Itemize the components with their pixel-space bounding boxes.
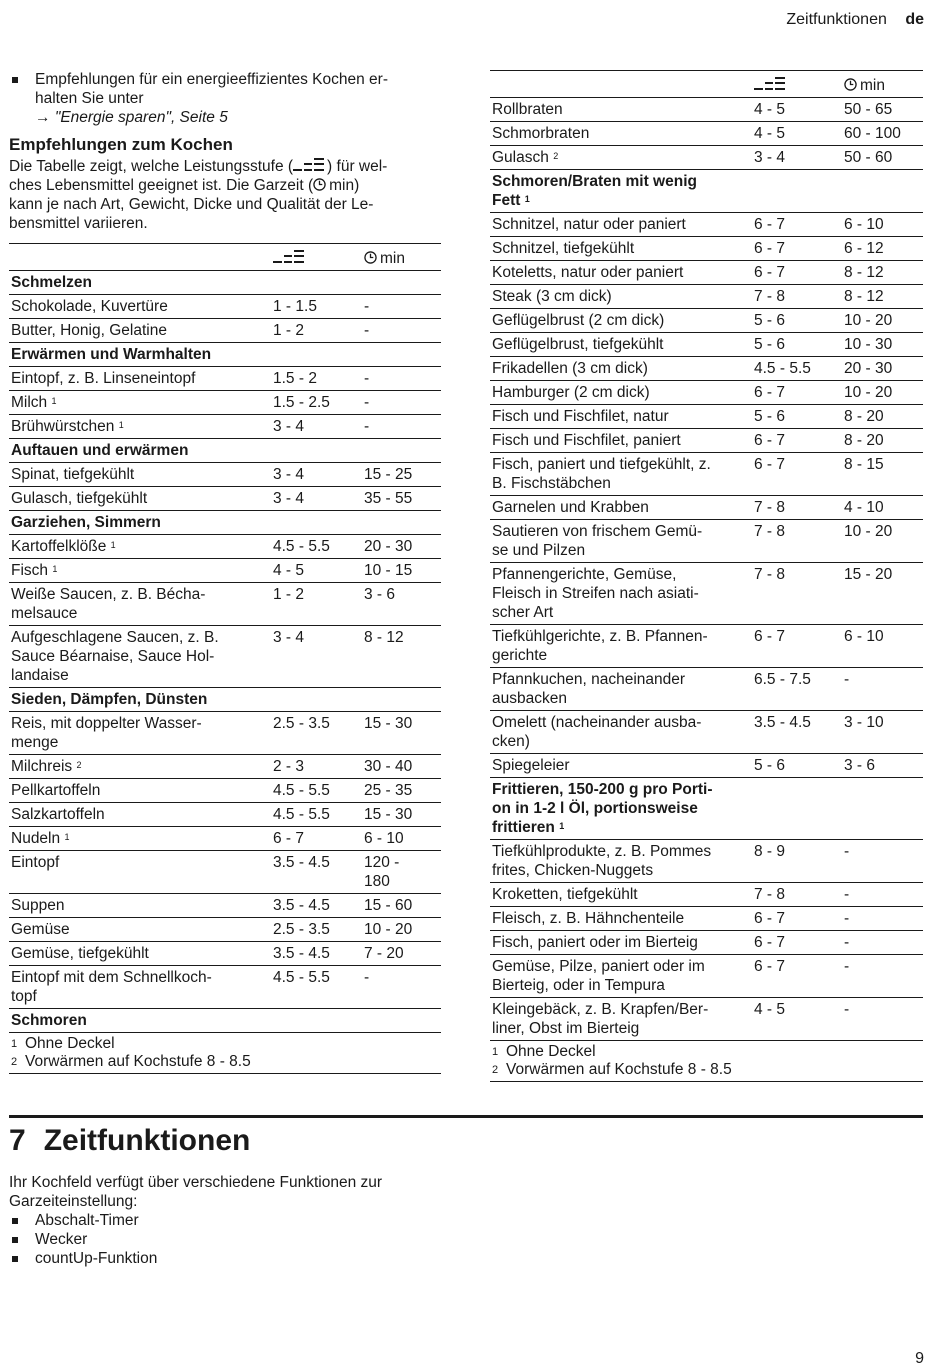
cooking-time: 3 - 6 bbox=[362, 583, 441, 626]
page-header bbox=[786, 11, 924, 29]
para-text: min) bbox=[329, 177, 360, 194]
power-level: 3.5 - 4.5 bbox=[271, 851, 362, 894]
footnote-ref: 1 bbox=[118, 420, 124, 430]
table-row bbox=[490, 381, 923, 405]
table-row bbox=[9, 391, 441, 415]
cooking-time: 35 - 55 bbox=[362, 487, 441, 511]
table-group-row bbox=[9, 511, 441, 535]
footnote-ref: 2 bbox=[76, 760, 82, 770]
power-level: 6 - 7 bbox=[752, 625, 842, 668]
cooking-time: 10 - 20 bbox=[362, 918, 441, 942]
clock-icon bbox=[844, 78, 857, 91]
table-row bbox=[9, 942, 441, 966]
power-level: 3 - 4 bbox=[271, 415, 362, 439]
cooking-time: 15 - 30 bbox=[362, 712, 441, 755]
table-row bbox=[9, 712, 441, 755]
power-level: 7 - 8 bbox=[752, 520, 842, 563]
cooking-time: - bbox=[842, 668, 923, 711]
footnote: 1 Ohne Deckel bbox=[492, 1043, 596, 1060]
power-level: 3.5 - 4.5 bbox=[752, 711, 842, 754]
table-row bbox=[490, 931, 923, 955]
cooking-time: 3 - 6 bbox=[842, 754, 923, 778]
power-level: 4.5 - 5.5 bbox=[271, 535, 362, 559]
food-name: Butter, Honig, Gelatine bbox=[9, 319, 271, 343]
power-level-icon bbox=[273, 250, 307, 264]
cooking-time: 15 - 30 bbox=[362, 803, 441, 827]
table-row bbox=[490, 496, 923, 520]
food-name: Rollbraten bbox=[490, 98, 752, 122]
header-title: Zeitfunktionen bbox=[786, 11, 887, 28]
section-title: Empfehlungen zum Kochen bbox=[9, 135, 233, 154]
food-name: Eintopf, z. B. Linseneintopf bbox=[9, 367, 271, 391]
food-name: Fleisch, z. B. Hähnchenteile bbox=[490, 907, 752, 931]
food-name: Pfannengerichte, Gemüse, Fleisch in Streifen nach asiati- scher Art bbox=[490, 563, 752, 625]
food-name: Suppen bbox=[9, 894, 271, 918]
table-row bbox=[9, 894, 441, 918]
power-level: 4.5 - 5.5 bbox=[271, 803, 362, 827]
power-level: 1 - 1.5 bbox=[271, 295, 362, 319]
power-level: 6 - 7 bbox=[752, 955, 842, 998]
list-item bbox=[9, 1211, 449, 1230]
footnote-ref: 1 bbox=[51, 396, 57, 406]
cooking-time: 15 - 20 bbox=[842, 563, 923, 625]
power-level: 4.5 - 5.5 bbox=[752, 357, 842, 381]
table-row bbox=[9, 779, 441, 803]
group-label: Sieden, Dämpfen, Dünsten bbox=[9, 688, 271, 712]
table-row bbox=[490, 237, 923, 261]
list-item-text: countUp-Funktion bbox=[35, 1250, 158, 1267]
cooking-time: 10 - 20 bbox=[842, 520, 923, 563]
table-row bbox=[9, 319, 441, 343]
list-item-text: Abschalt-Timer bbox=[35, 1212, 139, 1229]
arrow-icon: → bbox=[35, 109, 51, 126]
footnote-ref: 1 bbox=[52, 564, 58, 574]
food-name: Fisch und Fischfilet, paniert bbox=[490, 429, 752, 453]
food-name: Geflügelbrust (2 cm dick) bbox=[490, 309, 752, 333]
bullet-icon bbox=[12, 1256, 18, 1262]
cross-reference-link[interactable] bbox=[35, 108, 388, 127]
cooking-time: 25 - 35 bbox=[362, 779, 441, 803]
cooking-time: 60 - 100 bbox=[842, 122, 923, 146]
bullet-icon bbox=[12, 77, 18, 83]
cooking-time: - bbox=[842, 840, 923, 883]
power-level: 3.5 - 4.5 bbox=[271, 942, 362, 966]
power-level: 6 - 7 bbox=[752, 429, 842, 453]
table-group-row bbox=[9, 343, 441, 367]
table-row bbox=[9, 295, 441, 319]
power-level: 7 - 8 bbox=[752, 563, 842, 625]
food-name: Spinat, tiefgekühlt bbox=[9, 463, 271, 487]
table-row bbox=[9, 851, 441, 894]
cross-reference-text: "Energie sparen", Seite 5 bbox=[54, 109, 228, 126]
power-level: 3 - 4 bbox=[271, 487, 362, 511]
footnote-ref: 1 bbox=[64, 832, 70, 842]
power-level: 6 - 7 bbox=[752, 931, 842, 955]
cooking-time: 8 - 20 bbox=[842, 429, 923, 453]
power-level: 5 - 6 bbox=[752, 309, 842, 333]
power-level: 3 - 4 bbox=[752, 146, 842, 170]
cooking-table-right bbox=[490, 70, 923, 1082]
clock-icon bbox=[313, 178, 326, 191]
food-name: Hamburger (2 cm dick) bbox=[490, 381, 752, 405]
table-group-row bbox=[9, 439, 441, 463]
footnotes bbox=[490, 1041, 923, 1082]
table-row bbox=[490, 261, 923, 285]
table-group-row bbox=[9, 688, 441, 712]
cooking-time: 10 - 20 bbox=[842, 309, 923, 333]
table-row bbox=[490, 955, 923, 998]
left-column bbox=[9, 70, 441, 1074]
footnote: 1 Ohne Deckel bbox=[11, 1035, 115, 1052]
cooking-time: 3 - 10 bbox=[842, 711, 923, 754]
cooking-time: - bbox=[842, 883, 923, 907]
food-name: Pfannkuchen, nacheinander ausbacken bbox=[490, 668, 752, 711]
power-level-icon bbox=[293, 158, 327, 172]
cooking-time: 10 - 20 bbox=[842, 381, 923, 405]
table-row bbox=[490, 668, 923, 711]
food-name: Schmorbraten bbox=[490, 122, 752, 146]
cooking-time: - bbox=[362, 295, 441, 319]
cooking-time: 15 - 25 bbox=[362, 463, 441, 487]
cooking-time: 30 - 40 bbox=[362, 755, 441, 779]
power-level: 2.5 - 3.5 bbox=[271, 712, 362, 755]
footnote: 2 Vorwärmen auf Kochstufe 8 - 8.5 bbox=[492, 1061, 732, 1078]
cooking-time: 120 - 180 bbox=[362, 851, 441, 894]
table-row bbox=[490, 453, 923, 496]
power-level: 5 - 6 bbox=[752, 333, 842, 357]
power-level: 4.5 - 5.5 bbox=[271, 779, 362, 803]
table-row bbox=[9, 415, 441, 439]
food-name: Spiegeleier bbox=[490, 754, 752, 778]
table-row bbox=[490, 213, 923, 237]
intro-line-2: halten Sie unter bbox=[35, 90, 144, 107]
power-level: 4 - 5 bbox=[752, 98, 842, 122]
table-row bbox=[490, 98, 923, 122]
table-group-row bbox=[490, 170, 923, 213]
cooking-time: 20 - 30 bbox=[362, 535, 441, 559]
table-header bbox=[9, 244, 441, 271]
bullet-icon bbox=[12, 1237, 18, 1243]
table-row bbox=[490, 429, 923, 453]
power-level: 4 - 5 bbox=[752, 122, 842, 146]
power-level: 1 - 2 bbox=[271, 583, 362, 626]
group-label: Schmoren/Braten mit wenig Fett $^1$ bbox=[490, 170, 752, 213]
group-label: Erwärmen und Warmhalten bbox=[9, 343, 271, 367]
cooking-table-left bbox=[9, 243, 441, 1074]
table-group-row bbox=[9, 1009, 441, 1033]
para-text: ches Lebensmittel geeignet ist. Die Garzeit ( bbox=[9, 177, 314, 194]
table-row bbox=[490, 883, 923, 907]
table-row bbox=[9, 463, 441, 487]
food-name: Koteletts, natur oder paniert bbox=[490, 261, 752, 285]
food-name: Kroketten, tiefgekühlt bbox=[490, 883, 752, 907]
para-text: Die Tabelle zeigt, welche Leistungsstufe ( bbox=[9, 158, 294, 175]
power-level: 5 - 6 bbox=[752, 405, 842, 429]
power-level: 3 - 4 bbox=[271, 463, 362, 487]
food-name: Schnitzel, tiefgekühlt bbox=[490, 237, 752, 261]
food-name: Eintopf bbox=[9, 851, 271, 894]
cooking-time: - bbox=[362, 319, 441, 343]
cooking-time: 15 - 60 bbox=[362, 894, 441, 918]
food-name: Kartoffelklöße $^1$ bbox=[9, 535, 271, 559]
table-row bbox=[9, 755, 441, 779]
power-level: 4 - 5 bbox=[271, 559, 362, 583]
power-level: 3 - 4 bbox=[271, 626, 362, 688]
food-name: Tiefkühlgerichte, z. B. Pfannen- gerichte bbox=[490, 625, 752, 668]
cooking-time: 6 - 10 bbox=[362, 827, 441, 851]
time-unit-label: min bbox=[860, 77, 885, 94]
table-row bbox=[9, 827, 441, 851]
table-row bbox=[490, 907, 923, 931]
power-level: 6.5 - 7.5 bbox=[752, 668, 842, 711]
power-level: 6 - 7 bbox=[752, 381, 842, 405]
cooking-time: 10 - 15 bbox=[362, 559, 441, 583]
table-row bbox=[9, 487, 441, 511]
table-row bbox=[9, 535, 441, 559]
table-row bbox=[490, 285, 923, 309]
cooking-time: 8 - 12 bbox=[842, 285, 923, 309]
clock-icon bbox=[364, 251, 377, 264]
cooking-time: - bbox=[842, 907, 923, 931]
table-row bbox=[490, 146, 923, 170]
cooking-time: - bbox=[362, 367, 441, 391]
page-number: 9 bbox=[915, 1350, 924, 1367]
cooking-time: 7 - 20 bbox=[362, 942, 441, 966]
food-name: Fisch, paniert und tiefgekühlt, z. B. Fischstäbchen bbox=[490, 453, 752, 496]
power-level: 6 - 7 bbox=[752, 261, 842, 285]
table-group-row bbox=[490, 778, 923, 840]
cooking-time: 6 - 12 bbox=[842, 237, 923, 261]
table-row bbox=[9, 918, 441, 942]
group-label: Garziehen, Simmern bbox=[9, 511, 271, 535]
power-level: 6 - 7 bbox=[752, 453, 842, 496]
list-item bbox=[9, 1249, 449, 1268]
right-column bbox=[490, 70, 923, 1082]
cooking-time: 4 - 10 bbox=[842, 496, 923, 520]
chapter-intro bbox=[9, 1173, 449, 1268]
chapter-intro-line: Ihr Kochfeld verfügt über verschiedene Funktionen zur bbox=[9, 1174, 383, 1191]
para-text: kann je nach Art, Gewicht, Dicke und Qualität der Le- bbox=[9, 196, 374, 213]
power-level: 7 - 8 bbox=[752, 285, 842, 309]
footnote-ref: 1 bbox=[524, 194, 530, 204]
footnote-ref: 1 bbox=[559, 821, 565, 831]
power-level: 1.5 - 2 bbox=[271, 367, 362, 391]
section-paragraph bbox=[9, 157, 441, 233]
food-name: Sautieren von frischem Gemü- se und Pilzen bbox=[490, 520, 752, 563]
group-label: Schmoren bbox=[9, 1009, 271, 1033]
cooking-time: 50 - 60 bbox=[842, 146, 923, 170]
intro-bullet bbox=[9, 70, 441, 127]
food-name: Pellkartoffeln bbox=[9, 779, 271, 803]
power-level: 6 - 7 bbox=[752, 237, 842, 261]
food-name: Salzkartoffeln bbox=[9, 803, 271, 827]
food-name: Weiße Saucen, z. B. Bécha- melsauce bbox=[9, 583, 271, 626]
table-row bbox=[490, 309, 923, 333]
para-text: ) für wel- bbox=[327, 158, 388, 175]
table-row bbox=[9, 367, 441, 391]
para-text: bensmittel variieren. bbox=[9, 215, 148, 232]
food-name: Schokolade, Kuvertüre bbox=[9, 295, 271, 319]
list-item-text: Wecker bbox=[35, 1231, 88, 1248]
food-name: Gemüse bbox=[9, 918, 271, 942]
cooking-time: - bbox=[362, 391, 441, 415]
bullet-icon bbox=[12, 1218, 18, 1224]
food-name: Schnitzel, natur oder paniert bbox=[490, 213, 752, 237]
food-name: Gulasch $^2$ bbox=[490, 146, 752, 170]
table-row bbox=[490, 998, 923, 1041]
chapter-number: 7 bbox=[9, 1124, 26, 1157]
power-level: 7 - 8 bbox=[752, 883, 842, 907]
power-level-icon bbox=[754, 77, 788, 91]
footnote-ref: 1 bbox=[110, 540, 116, 550]
header-lang: de bbox=[905, 11, 924, 28]
cooking-time: 10 - 30 bbox=[842, 333, 923, 357]
food-name: Gulasch, tiefgekühlt bbox=[9, 487, 271, 511]
cooking-time: - bbox=[842, 931, 923, 955]
table-row bbox=[490, 520, 923, 563]
table-row bbox=[490, 754, 923, 778]
food-name: Omelett (nacheinander ausba- cken) bbox=[490, 711, 752, 754]
table-row bbox=[490, 357, 923, 381]
food-name: Milch $^1$ bbox=[9, 391, 271, 415]
group-label: Schmelzen bbox=[9, 271, 271, 295]
food-name: Garnelen und Krabben bbox=[490, 496, 752, 520]
table-row bbox=[490, 563, 923, 625]
table-row bbox=[490, 840, 923, 883]
food-name: Brühwürstchen $^1$ bbox=[9, 415, 271, 439]
food-name: Fisch und Fischfilet, natur bbox=[490, 405, 752, 429]
cooking-time: 8 - 20 bbox=[842, 405, 923, 429]
cooking-time: - bbox=[362, 966, 441, 1009]
power-level: 4 - 5 bbox=[752, 998, 842, 1041]
power-level: 1 - 2 bbox=[271, 319, 362, 343]
chapter-intro-line: Garzeiteinstellung: bbox=[9, 1193, 138, 1210]
food-name: Frikadellen (3 cm dick) bbox=[490, 357, 752, 381]
power-level: 2.5 - 3.5 bbox=[271, 918, 362, 942]
power-level: 6 - 7 bbox=[752, 213, 842, 237]
table-row bbox=[9, 559, 441, 583]
list-item bbox=[9, 1230, 449, 1249]
food-name: Fisch $^1$ bbox=[9, 559, 271, 583]
food-name: Milchreis $^2$ bbox=[9, 755, 271, 779]
table-row bbox=[9, 583, 441, 626]
food-name: Geflügelbrust, tiefgekühlt bbox=[490, 333, 752, 357]
food-name: Steak (3 cm dick) bbox=[490, 285, 752, 309]
food-name: Aufgeschlagene Saucen, z. B. Sauce Béarnaise, Sauce Hol- landaise bbox=[9, 626, 271, 688]
cooking-time: - bbox=[842, 955, 923, 998]
power-level: 6 - 7 bbox=[271, 827, 362, 851]
footnotes bbox=[9, 1033, 441, 1074]
power-level: 6 - 7 bbox=[752, 907, 842, 931]
food-name: Nudeln $^1$ bbox=[9, 827, 271, 851]
cooking-time: 8 - 12 bbox=[362, 626, 441, 688]
cooking-time: 8 - 15 bbox=[842, 453, 923, 496]
table-row bbox=[490, 625, 923, 668]
footnote-ref: 2 bbox=[553, 151, 559, 161]
table-row bbox=[490, 333, 923, 357]
food-name: Tiefkühlprodukte, z. B. Pommes frites, Chicken-Nuggets bbox=[490, 840, 752, 883]
cooking-time: 20 - 30 bbox=[842, 357, 923, 381]
table-row bbox=[490, 405, 923, 429]
power-level: 7 - 8 bbox=[752, 496, 842, 520]
group-label: Frittieren, 150-200 g pro Porti- on in 1-2 l Öl, portionsweise frittieren $^1$ bbox=[490, 778, 752, 840]
power-level: 4.5 - 5.5 bbox=[271, 966, 362, 1009]
power-level: 2 - 3 bbox=[271, 755, 362, 779]
table-group-row bbox=[9, 271, 441, 295]
food-name: Gemüse, tiefgekühlt bbox=[9, 942, 271, 966]
footnote: 2 Vorwärmen auf Kochstufe 8 - 8.5 bbox=[11, 1053, 251, 1070]
chapter-heading bbox=[9, 1124, 250, 1158]
table-row bbox=[9, 966, 441, 1009]
cooking-time: 6 - 10 bbox=[842, 625, 923, 668]
power-level: 8 - 9 bbox=[752, 840, 842, 883]
table-row bbox=[9, 626, 441, 688]
cooking-time: 50 - 65 bbox=[842, 98, 923, 122]
power-level: 3.5 - 4.5 bbox=[271, 894, 362, 918]
chapter-title: Zeitfunktionen bbox=[43, 1124, 251, 1157]
food-name: Fisch, paniert oder im Bierteig bbox=[490, 931, 752, 955]
food-name: Eintopf mit dem Schnellkoch- topf bbox=[9, 966, 271, 1009]
table-row bbox=[490, 122, 923, 146]
cooking-time: 6 - 10 bbox=[842, 213, 923, 237]
intro-line-1: Empfehlungen für ein energieeffizientes Kochen er- bbox=[35, 71, 388, 88]
food-name: Gemüse, Pilze, paniert oder im Bierteig, oder in Tempura bbox=[490, 955, 752, 998]
food-name: Kleingebäck, z. B. Krapfen/Ber- liner, Obst im Bierteig bbox=[490, 998, 752, 1041]
chapter-rule bbox=[9, 1115, 923, 1118]
table-header bbox=[490, 71, 923, 98]
cooking-time: 8 - 12 bbox=[842, 261, 923, 285]
power-level: 5 - 6 bbox=[752, 754, 842, 778]
table-row bbox=[9, 803, 441, 827]
time-unit-label: min bbox=[380, 250, 405, 267]
cooking-time: - bbox=[362, 415, 441, 439]
table-row bbox=[490, 711, 923, 754]
cooking-time: - bbox=[842, 998, 923, 1041]
food-name: Reis, mit doppelter Wasser- menge bbox=[9, 712, 271, 755]
group-label: Auftauen und erwärmen bbox=[9, 439, 271, 463]
power-level: 1.5 - 2.5 bbox=[271, 391, 362, 415]
